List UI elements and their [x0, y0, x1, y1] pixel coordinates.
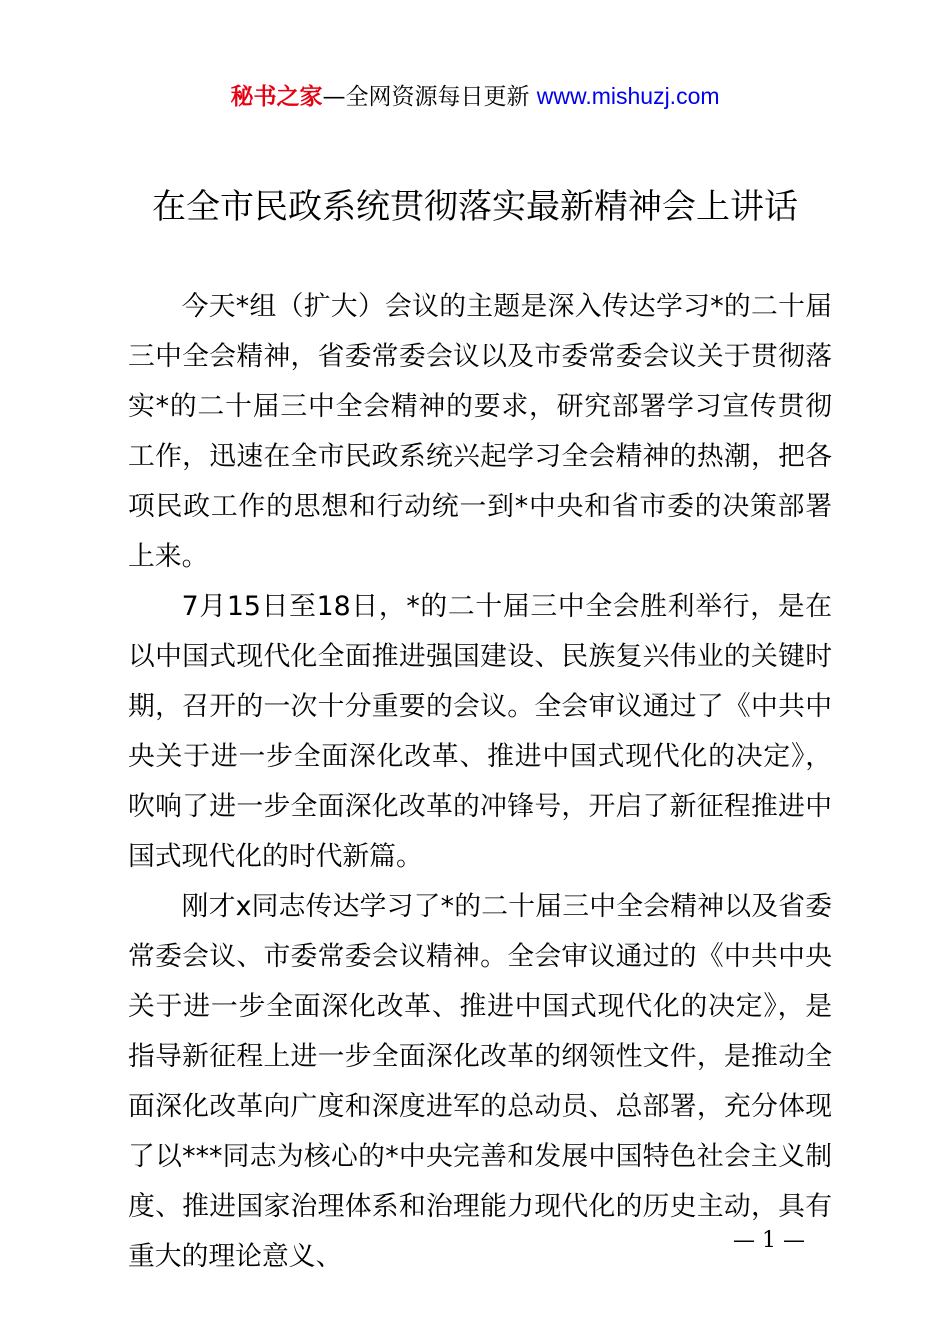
site-tagline: —全网资源每日更新	[322, 84, 537, 110]
document-title: 在全市民政系统贯彻落实最新精神会上讲话	[152, 187, 798, 227]
paragraph: 今天*组（扩大）会议的主题是深入传达学习*的二十届三中全会精神，省委常委会议以及市委常委会议关于贯彻落实*的二十届三中全会精神的要求，研究部署学习宣传贯彻工作，迅速在全市民政系统兴起学习全会精神的热潮，把各项民政工作的思想和行动统一到*中央和省市委的决策部署上来。	[128, 291, 832, 572]
page-number: — 1 —	[733, 1228, 805, 1253]
site-header	[0, 80, 950, 113]
paragraph: 刚才x同志传达学习了*的二十届三中全会精神以及省委常委会议、市委常委会议精神。全会审议通过的《中共中央关于进一步全面深化改革、推进中国式现代化的决定》，是指导新征程上进一步全面深化改革的纲领性文件，是推动全面深化改革向广度和深度进军的总动员、总部署，充分体现了以***同志为核心的*中央完善和发展中国特色社会主义制度、推进国家治理体系和治理能力现代化的历史主动，具有重大的理论意义、	[128, 891, 832, 1272]
site-brand: 秘书之家	[230, 84, 323, 110]
document-body	[128, 282, 832, 1282]
paragraph: 7月15日至18日，*的二十届三中全会胜利举行，是在以中国式现代化全面推进强国建设、民族复兴伟业的关键时期，召开的一次十分重要的会议。全会审议通过了《中共中央关于进一步全面深化改革、推进中国式现代化的决定》，吹响了进一步全面深化改革的冲锋号，开启了新征程推进中国式现代化的时代新篇。	[128, 591, 832, 872]
site-url-link[interactable]: www.mishuzj.com	[536, 83, 720, 109]
